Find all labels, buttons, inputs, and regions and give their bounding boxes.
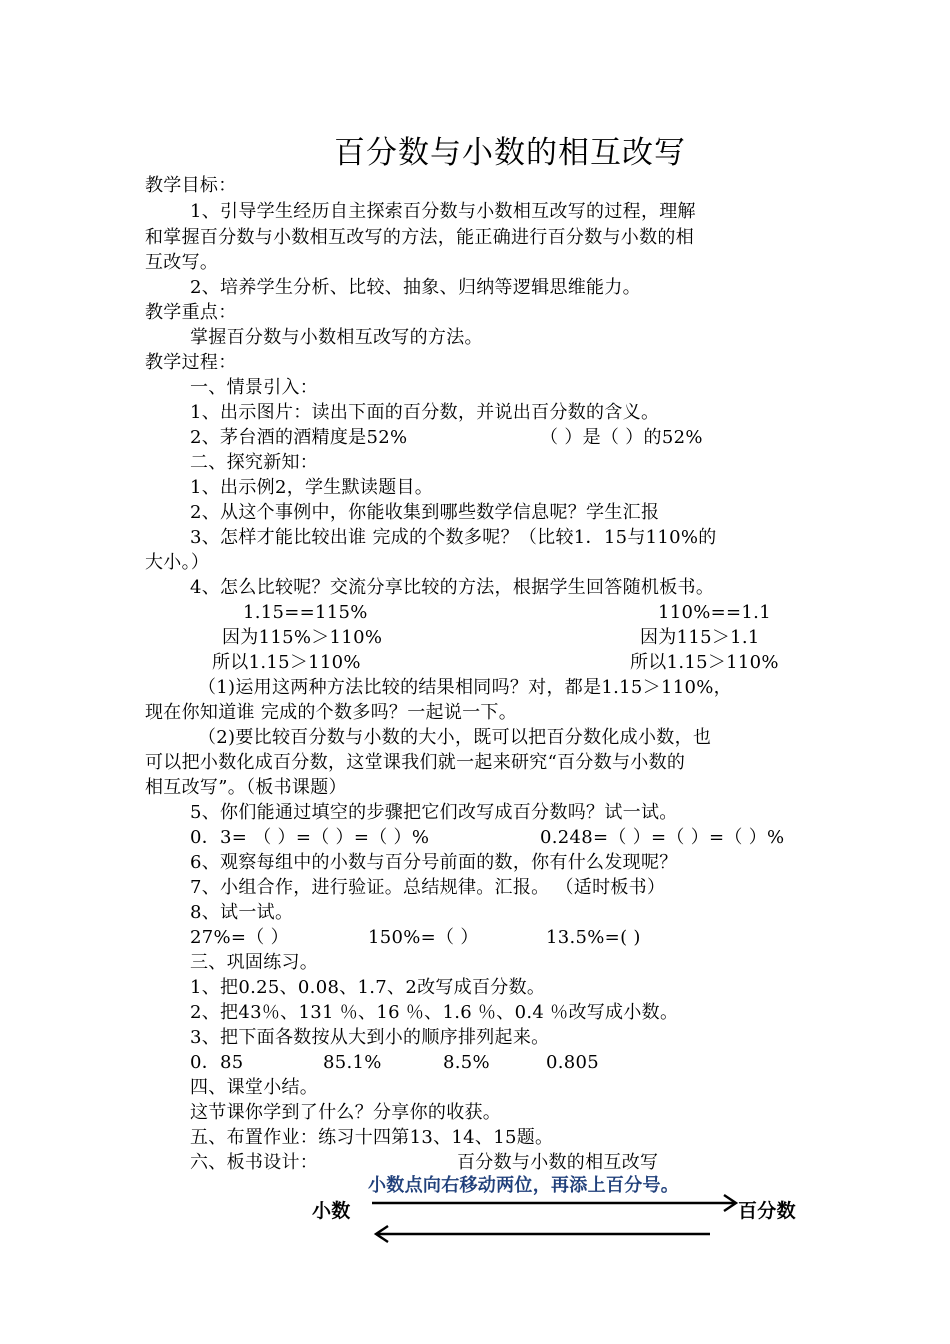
fill-blank-2: 0.248=（ ）=（ ）=（ ）% [540,827,785,848]
objective-1-line-3: 互改写。 [145,252,219,273]
summary-text: 这节课你学到了什么？分享你的收获。 [190,1102,502,1123]
left-arrow [376,1226,710,1242]
part-1-heading: 一、情景引入： [190,377,319,398]
method-2-line-1: 110%==1.1 [658,602,771,623]
key-point-text: 掌握百分数与小数相互改写的方法。 [190,327,483,348]
section-heading-process: 教学过程： [145,352,237,373]
part-4-heading: 四、课堂小结。 [190,1077,319,1098]
discussion-2-line-3: 相互改写”。（板书课题） [145,777,347,798]
order-number-4: 0.805 [546,1052,600,1073]
step-2: 2、茅台酒的酒精度是52% [190,427,408,448]
board-right-label: 百分数 [738,1200,796,1222]
part-5-homework: 五、布置作业：练习十四第13、14、15题。 [190,1127,554,1148]
method-1-line-3: 所以1.15＞110% [212,652,361,673]
method-1-line-2: 因为115%＞110% [222,627,383,648]
part-6-heading: 六、板书设计： [190,1152,319,1173]
order-number-1: 0．85 [190,1052,244,1073]
practice-1: 1、把0.25、0.08、1.7、2改写成百分数。 [190,977,546,998]
board-rule-text: 小数点向右移动两位，再添上百分号。 [368,1175,680,1196]
practice-3: 3、把下面各数按从大到小的顺序排列起来。 [190,1027,550,1048]
discussion-2-line-2: 可以把小数化成百分数，这堂课我们就一起来研究“百分数与小数的 [145,752,686,773]
part-3-heading: 三、巩固练习。 [190,952,319,973]
order-number-3: 8.5% [443,1052,490,1073]
step-1: 1、出示图片：读出下面的百分数，并说出百分数的含义。 [190,402,660,423]
explore-step-3-line-1: 3、怎样才能比较出谁 完成的个数多呢？（比较1．15与110%的 [190,527,717,548]
explore-step-2: 2、从这个事例中，你能收集到哪些数学信息呢？学生汇报 [190,502,660,523]
explore-step-6: 6、观察每组中的小数与百分号前面的数，你有什么发现呢？ [190,852,678,873]
objective-1-line-1: 1、引导学生经历自主探索百分数与小数相互改写的过程，理解 [190,201,696,222]
objective-1-line-2: 和掌握百分数与小数相互改写的方法，能正确进行百分数与小数的相 [145,227,694,248]
explore-step-8: 8、试一试。 [190,902,294,923]
try-item-3: 13.5%=( ) [546,927,641,948]
discussion-1-line-1: （1)运用这两种方法比较的结果相同吗？对，都是1.15＞110%， [198,677,732,698]
board-title: 百分数与小数的相互改写 [457,1152,659,1173]
explore-step-3-line-2: 大小。） [145,552,210,573]
section-heading-key-point: 教学重点： [145,302,237,323]
document-title: 百分数与小数的相互改写 [334,135,686,171]
discussion-2-line-1: （2)要比较百分数与小数的大小，既可以把百分数化成小数，也 [198,727,712,748]
method-2-line-3: 所以1.15＞110% [630,652,779,673]
method-1-line-1: 1.15==115% [243,602,368,623]
fill-blank-1: 0．3= （ ）=（ ）=（ ）% [190,827,430,848]
order-number-2: 85.1% [323,1052,382,1073]
explore-step-1: 1、出示例2，学生默读题目。 [190,477,434,498]
step-2-blank: （ ）是（ ）的52% [540,427,703,448]
section-heading-objectives: 教学目标： [145,175,237,196]
board-left-label: 小数 [312,1200,351,1222]
try-item-1: 27%=（ ） [190,927,289,948]
part-2-heading: 二、探究新知： [190,452,319,473]
discussion-1-line-2: 现在你知道谁 完成的个数多吗？一起说一下。 [145,702,518,723]
explore-step-4: 4、怎么比较呢？交流分享比较的方法，根据学生回答随机板书。 [190,577,715,598]
right-arrow [372,1195,736,1211]
objective-2: 2、培养学生分析、比较、抽象、归纳等逻辑思维能力。 [190,277,641,298]
explore-step-7: 7、小组合作，进行验证。总结规律。汇报。 （适时板书） [190,877,666,898]
practice-2: 2、把43％、131 ％、16 ％、1.6 ％、0.4 ％改写成小数。 [190,1002,679,1023]
explore-step-5: 5、你们能通过填空的步骤把它们改写成百分数吗？试一试。 [190,802,678,823]
method-2-line-2: 因为115＞1.1 [640,627,760,648]
try-item-2: 150%=（ ） [368,927,479,948]
